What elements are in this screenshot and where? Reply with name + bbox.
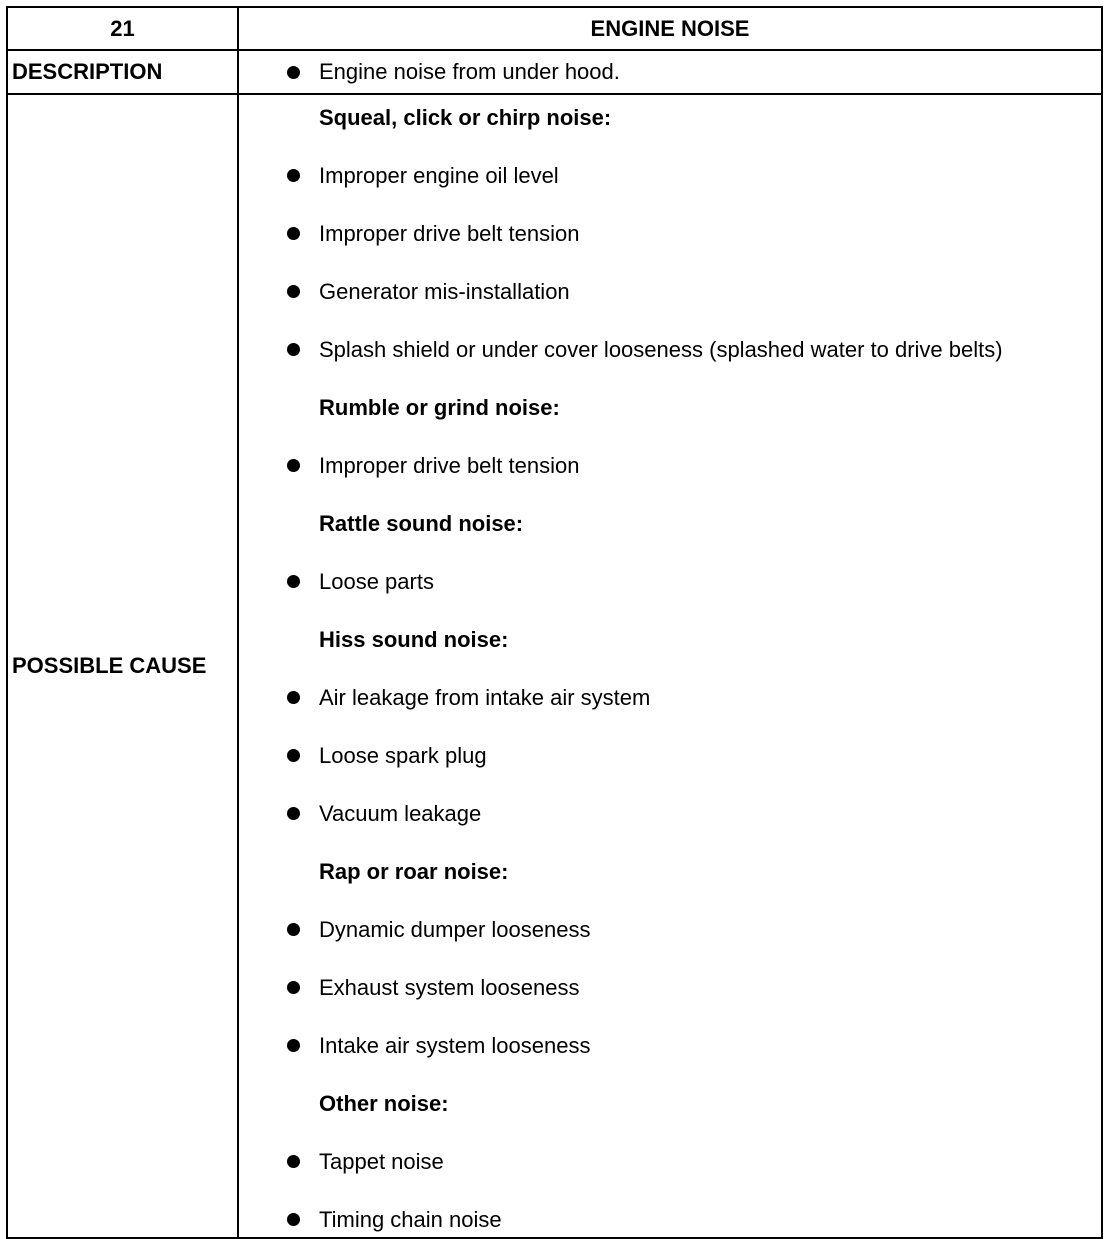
cause-list-item xyxy=(239,161,1101,190)
cause-item-text: Vacuum leakage xyxy=(319,801,482,826)
cause-item-text: Improper engine oil level xyxy=(319,163,559,188)
description-cell xyxy=(238,50,1102,94)
cause-category-heading xyxy=(239,509,1101,538)
cause-list-item xyxy=(239,451,1101,480)
cause-list-item xyxy=(239,741,1101,770)
cause-item-text: Improper drive belt tension xyxy=(319,453,580,478)
description-item xyxy=(239,59,1101,85)
cause-list-item xyxy=(239,1205,1101,1234)
cause-item-text: Tappet noise xyxy=(319,1149,444,1174)
bullet-icon xyxy=(287,1155,300,1168)
bullet-icon xyxy=(287,1039,300,1052)
cause-category-heading xyxy=(239,857,1101,886)
cause-item-text: Air leakage from intake air system xyxy=(319,685,651,710)
bullet-icon xyxy=(287,923,300,936)
possible-cause-label: POSSIBLE CAUSE xyxy=(7,94,238,1238)
cause-item-text: Generator mis-installation xyxy=(319,279,570,304)
bullet-icon xyxy=(287,227,300,240)
cause-list-item xyxy=(239,973,1101,1002)
diagnostic-table xyxy=(6,6,1103,1239)
bullet-icon xyxy=(287,749,300,762)
cause-category-text: Rattle sound noise: xyxy=(319,511,524,536)
bullet-icon xyxy=(287,981,300,994)
possible-cause-list xyxy=(238,94,1102,1238)
cause-list-item xyxy=(239,1147,1101,1176)
bullet-icon xyxy=(287,343,300,356)
symptom-number: 21 xyxy=(7,7,238,50)
description-row xyxy=(7,50,1102,94)
bullet-icon xyxy=(287,285,300,298)
description-text: Engine noise from under hood. xyxy=(319,59,620,84)
cause-category-heading xyxy=(239,393,1101,422)
bullet-icon xyxy=(287,459,300,472)
symptom-title: ENGINE NOISE xyxy=(238,7,1102,50)
bullet-icon xyxy=(287,1213,300,1226)
cause-category-text: Hiss sound noise: xyxy=(319,627,509,652)
cause-item-text: Loose parts xyxy=(319,569,434,594)
possible-cause-row xyxy=(7,94,1102,1238)
table-header-row xyxy=(7,7,1102,50)
cause-list-item xyxy=(239,683,1101,712)
bullet-icon xyxy=(287,169,300,182)
cause-list-item xyxy=(239,799,1101,828)
cause-item-text: Dynamic dumper looseness xyxy=(319,917,591,942)
cause-category-text: Rap or roar noise: xyxy=(319,859,509,884)
description-label: DESCRIPTION xyxy=(7,50,238,94)
cause-item-text: Loose spark plug xyxy=(319,743,487,768)
cause-list-item xyxy=(239,219,1101,248)
bullet-icon xyxy=(287,807,300,820)
cause-category-heading xyxy=(239,103,1101,132)
cause-item-text: Timing chain noise xyxy=(319,1207,502,1232)
cause-list-item xyxy=(239,335,1101,364)
bullet-icon xyxy=(287,691,300,704)
cause-item-text: Intake air system looseness xyxy=(319,1033,591,1058)
cause-item-text: Splash shield or under cover looseness (splashed water to drive belts) xyxy=(319,337,1003,362)
bullet-icon xyxy=(287,66,300,79)
bullet-icon xyxy=(287,575,300,588)
cause-category-text: Other noise: xyxy=(319,1091,449,1116)
cause-category-text: Squeal, click or chirp noise: xyxy=(319,105,612,130)
cause-list-item xyxy=(239,1031,1101,1060)
cause-category-text: Rumble or grind noise: xyxy=(319,395,560,420)
cause-category-heading xyxy=(239,1089,1101,1118)
cause-list-item xyxy=(239,277,1101,306)
cause-category-heading xyxy=(239,625,1101,654)
cause-item-text: Improper drive belt tension xyxy=(319,221,580,246)
cause-list-item xyxy=(239,915,1101,944)
cause-item-text: Exhaust system looseness xyxy=(319,975,580,1000)
cause-list-item xyxy=(239,567,1101,596)
